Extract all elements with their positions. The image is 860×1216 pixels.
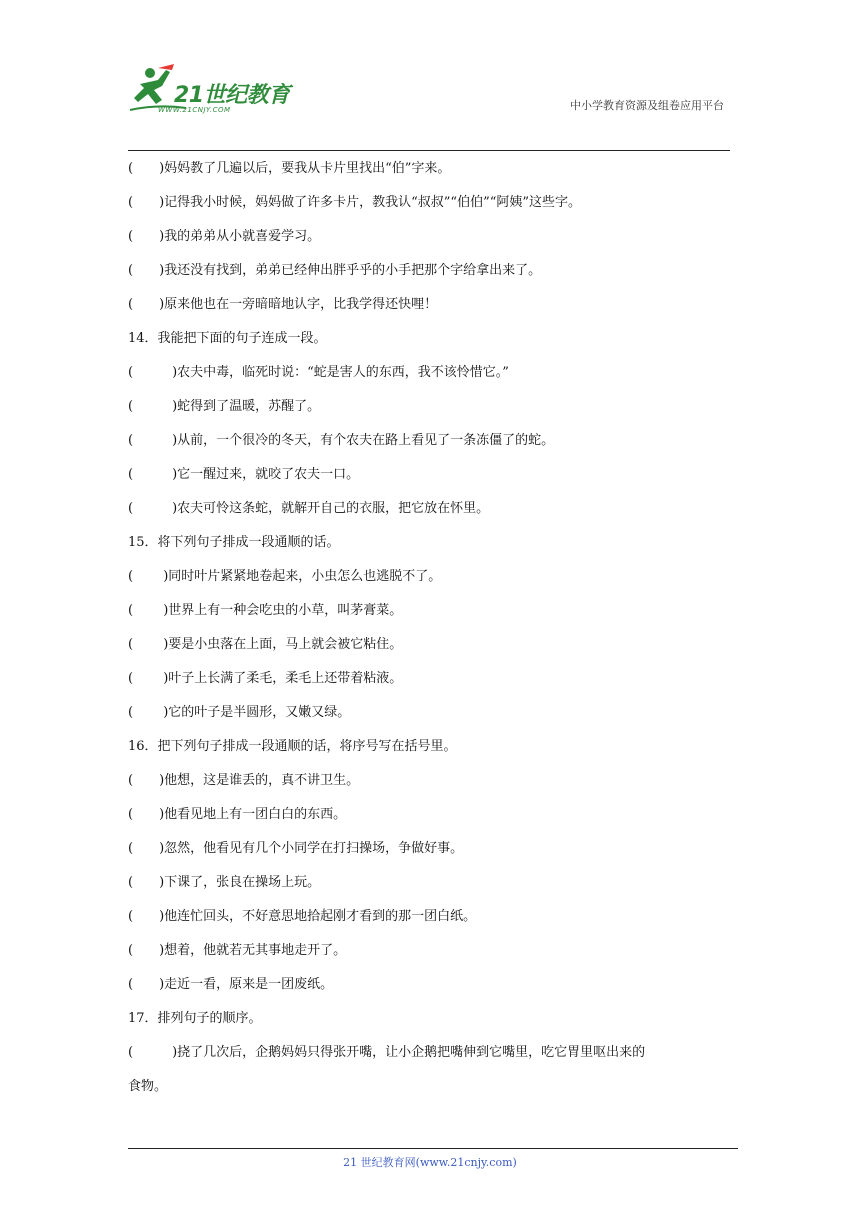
sentence-item: ( )他看见地上有一团白白的东西。	[128, 807, 347, 822]
header-divider	[128, 150, 730, 151]
logo-text: 21世纪教育	[174, 83, 290, 108]
sentence-item-line2: 食物。	[128, 1079, 168, 1094]
question-15-title: 15．将下列句子排成一段通顺的话。	[128, 535, 340, 550]
sentence-item: ( )它一醒过来，就咬了农夫一口。	[128, 467, 360, 482]
question-16-title: 16．把下列句子排成一段通顺的话，将序号写在括号里。	[128, 739, 457, 754]
page-header	[128, 64, 730, 154]
sentence-item: ( )叶子上长满了柔毛，柔毛上还带着粘液。	[128, 671, 403, 686]
sentence-item: ( )蛇得到了温暖，苏醒了。	[128, 399, 321, 414]
footer-divider	[128, 1148, 738, 1149]
site-logo	[128, 64, 298, 120]
sentence-item: ( )从前，一个很冷的冬天，有个农夫在路上看见了一条冻僵了的蛇。	[128, 433, 555, 448]
sentence-item: ( )农夫中毒，临死时说：“蛇是害人的东西，我不该怜惜它。”	[128, 365, 509, 380]
sentence-item: ( )忽然，他看见有几个小同学在打扫操场，争做好事。	[128, 841, 464, 856]
worksheet-body	[128, 152, 730, 1104]
sentence-item: ( )记得我小时候，妈妈做了许多卡片，教我认“叔叔”“伯伯”“阿姨”这些字。	[128, 195, 582, 210]
sentence-item: ( )妈妈教了几遍以后，要我从卡片里找出“伯”字来。	[128, 161, 451, 176]
sentence-item: ( )原来他也在一旁暗暗地认字，比我学得还快哩！	[128, 297, 438, 312]
platform-tagline: 中小学教育资源及组卷应用平台	[570, 99, 724, 112]
page-footer: 21 世纪教育网(www.21cnjy.com)	[343, 1156, 517, 1169]
sentence-item: ( )下课了，张良在操场上玩。	[128, 875, 321, 890]
question-17-title: 17．排列句子的顺序。	[128, 1011, 262, 1026]
sentence-item: ( )世界上有一种会吃虫的小草，叫茅膏菜。	[128, 603, 403, 618]
sentence-item: ( )他连忙回头，不好意思地拾起刚才看到的那一团白纸。	[128, 909, 477, 924]
sentence-item-line1: ( )挠了几次后，企鹅妈妈只得张开嘴，让小企鹅把嘴伸到它嘴里，吃它胃里呕出来的	[128, 1045, 646, 1060]
sentence-item: ( )走近一看，原来是一团废纸。	[128, 977, 334, 992]
sentence-item: ( )我还没有找到，弟弟已经伸出胖乎乎的小手把那个字给拿出来了。	[128, 263, 542, 278]
sentence-item: ( )他想，这是谁丢的，真不讲卫生。	[128, 773, 360, 788]
logo-url: WWW.21CNJY.COM	[158, 106, 231, 114]
sentence-item: ( )要是小虫落在上面，马上就会被它粘住。	[128, 637, 403, 652]
sentence-item: ( )它的叶子是半圆形，又嫩又绿。	[128, 705, 351, 720]
sentence-item: ( )农夫可怜这条蛇，就解开自己的衣服，把它放在怀里。	[128, 501, 490, 516]
sentence-item: ( )同时叶片紧紧地卷起来，小虫怎么也逃脱不了。	[128, 569, 442, 584]
sentence-item: ( )想着，他就若无其事地走开了。	[128, 943, 347, 958]
question-14-title: 14．我能把下面的句子连成一段。	[128, 331, 327, 346]
sentence-item: ( )我的弟弟从小就喜爱学习。	[128, 229, 321, 244]
